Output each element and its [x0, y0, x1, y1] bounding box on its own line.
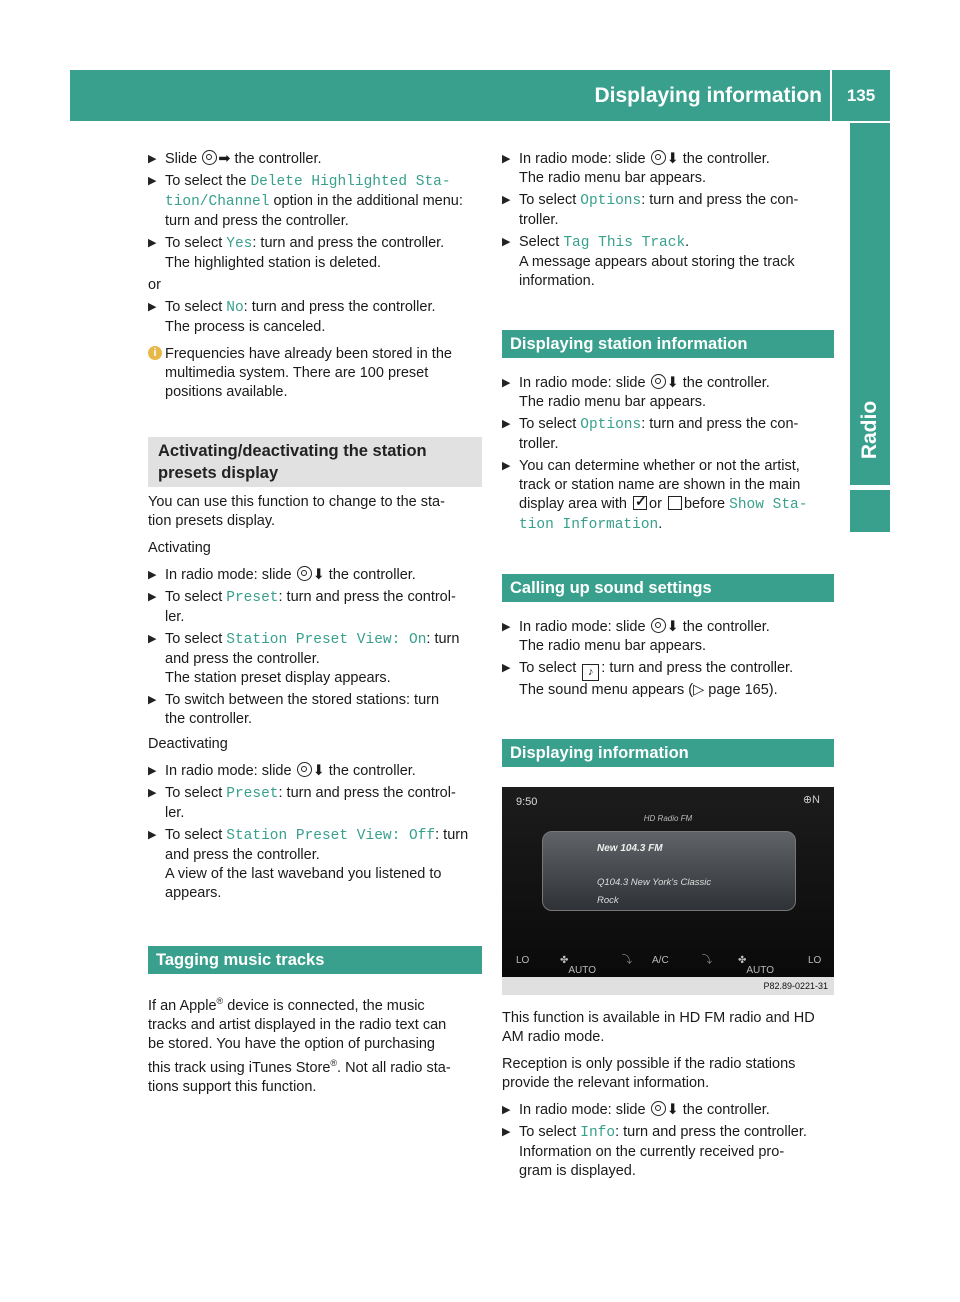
- arrow-icon: ▶: [148, 569, 157, 581]
- arrow-icon: ▶: [502, 1104, 511, 1116]
- section-heading: Displaying station information: [502, 330, 834, 358]
- arrow-icon: ▶: [148, 829, 157, 841]
- list-item: ▶ In radio mode: slide ⬇ the controller. The radio menu bar appears.: [502, 619, 770, 654]
- list-item: ▶ To select Station Preset View: On: turn and press the controller. The station preset display appears.: [148, 631, 460, 686]
- list-item: ▶ Select Tag This Track. A message appears about storing the track information.: [502, 234, 795, 289]
- arrow-icon: ▶: [502, 377, 511, 389]
- climate-bar: [502, 941, 834, 976]
- controller-icon: [651, 150, 666, 165]
- paragraph: This function is available in HD FM radio and HD AM radio mode.: [502, 1010, 815, 1045]
- arrow-icon: ▶: [148, 153, 157, 165]
- radio-display-image: [502, 787, 834, 995]
- info-icon: i: [148, 346, 162, 360]
- arrow-icon: ▶: [148, 237, 157, 249]
- side-tab-label: Radio: [858, 400, 881, 460]
- checkbox-empty-icon: [668, 496, 682, 510]
- side-tab-marker: [850, 490, 890, 532]
- fan-auto-right: ✤ AUTO: [738, 955, 774, 976]
- paragraph: Reception is only possible if the radio stations provide the relevant information.: [502, 1056, 796, 1091]
- list-item: ▶ To select Info: turn and press the controller. Information on the currently received pro- gram is displayed.: [502, 1124, 807, 1179]
- list-item: ▶ To switch between the stored stations: turn the controller.: [148, 692, 440, 727]
- list-item: ▶ To select ♪ : turn and press the controller. The sound menu appears (▷ page 165).: [502, 660, 794, 698]
- list-item: ▶ To select Options: turn and press the con- troller.: [502, 192, 799, 228]
- arrow-icon: ▶: [502, 418, 511, 430]
- controller-icon: [202, 150, 217, 165]
- image-caption: P82.89-0221-31: [502, 977, 834, 995]
- list-item: ▶ You can determine whether or not the artist, track or station name are shown in the main display area with ✓ or before Show Sta- tion Information.: [502, 457, 834, 535]
- radio-text-line: Rock: [597, 895, 619, 906]
- controller-icon: [651, 1101, 666, 1116]
- arrow-icon: ▶: [148, 633, 157, 645]
- controller-icon: [297, 762, 312, 777]
- arrow-icon: ▶: [502, 662, 511, 674]
- right-column: [502, 150, 834, 1184]
- arrow-icon: ▶: [502, 1126, 511, 1138]
- controller-icon: [651, 374, 666, 389]
- clock-text: 9:50: [516, 796, 538, 808]
- header-title: Displaying information: [594, 84, 822, 107]
- list-item: ▶ In radio mode: slide ⬇ the controller.: [502, 1102, 770, 1118]
- section-heading: Tagging music tracks: [148, 946, 482, 974]
- arrow-icon: ▶: [148, 694, 157, 706]
- arrow-icon: ▶: [502, 621, 511, 633]
- checkbox-checked-icon: [633, 496, 647, 510]
- arrow-icon: ▶: [502, 194, 511, 206]
- arrow-icon: ▶: [148, 765, 157, 777]
- info-note: i Frequencies have already been stored in the multimedia system. There are 100 preset positions available.: [148, 345, 482, 402]
- airflow-icon: ⤵: [702, 955, 712, 966]
- list-item: ▶ To select the Delete Highlighted Sta- tion/Channel option in the additional menu: turn and press the controller.: [148, 173, 463, 229]
- list-item: ▶ Slide ➡ the controller.: [148, 151, 322, 167]
- paragraph: If an Apple® device is connected, the music tracks and artist displayed in the radio text can be stored. You have the option of purchasing this track using iTunes Store®. Not all radio sta- tions support this function.: [148, 996, 451, 1095]
- page-ref-arrow-icon: ▷: [693, 682, 705, 698]
- compass-icon: ⊕N: [802, 794, 820, 806]
- ac-label: A/C: [652, 955, 669, 966]
- display-title: HD Radio FM: [643, 814, 693, 823]
- arrow-icon: ▶: [148, 591, 157, 603]
- arrow-icon: ▶: [148, 787, 157, 799]
- left-column: [148, 150, 482, 1105]
- list-item: ▶ In radio mode: slide ⬇ the controller. The radio menu bar appears.: [502, 151, 770, 186]
- station-panel: [542, 831, 796, 911]
- fan-auto-left: ✤ AUTO: [560, 955, 596, 976]
- radio-text-line: Q104.3 New York's Classic: [597, 877, 712, 888]
- station-name: New 104.3 FM: [597, 843, 663, 854]
- controller-icon: [297, 566, 312, 581]
- list-item: ▶ In radio mode: slide ⬇ the controller.: [148, 567, 416, 583]
- section-heading: Activating/deactivating the station presets display: [148, 437, 482, 487]
- controller-icon: [651, 618, 666, 633]
- temp-left: LO: [516, 955, 530, 966]
- arrow-icon: ▶: [502, 236, 511, 248]
- list-item: ▶ In radio mode: slide ⬇ the controller. The radio menu bar appears.: [502, 375, 770, 410]
- list-item: ▶ To select Yes: turn and press the controller. The highlighted station is deleted.: [148, 235, 445, 271]
- list-item: ▶ To select Preset: turn and press the control- ler.: [148, 785, 456, 821]
- section-heading: Displaying information: [502, 739, 834, 767]
- or-text: or: [148, 277, 161, 293]
- sound-note-icon: ♪: [582, 664, 599, 681]
- arrow-icon: ▶: [148, 175, 157, 187]
- arrow-icon: ▶: [502, 153, 511, 165]
- list-item: ▶ To select Options: turn and press the con- troller.: [502, 416, 799, 452]
- subheading-deactivating: Deactivating: [148, 736, 228, 752]
- list-item: ▶ To select No: turn and press the controller. The process is canceled.: [148, 299, 436, 335]
- subheading-activating: Activating: [148, 540, 211, 556]
- list-item: ▶ In radio mode: slide ⬇ the controller.: [148, 763, 416, 779]
- airflow-icon: ⤵: [622, 955, 632, 966]
- page-number: 135: [846, 86, 876, 105]
- paragraph: You can use this function to change to the sta- tion presets display.: [148, 494, 445, 529]
- arrow-icon: ▶: [502, 460, 511, 472]
- arrow-icon: ▶: [148, 301, 157, 313]
- list-item: ▶ To select Station Preset View: Off: turn and press the controller. A view of the last waveband you listened to appears.: [148, 827, 469, 901]
- temp-right: LO: [808, 955, 822, 966]
- section-heading: Calling up sound settings: [502, 574, 834, 602]
- list-item: ▶ To select Preset: turn and press the control- ler.: [148, 589, 456, 625]
